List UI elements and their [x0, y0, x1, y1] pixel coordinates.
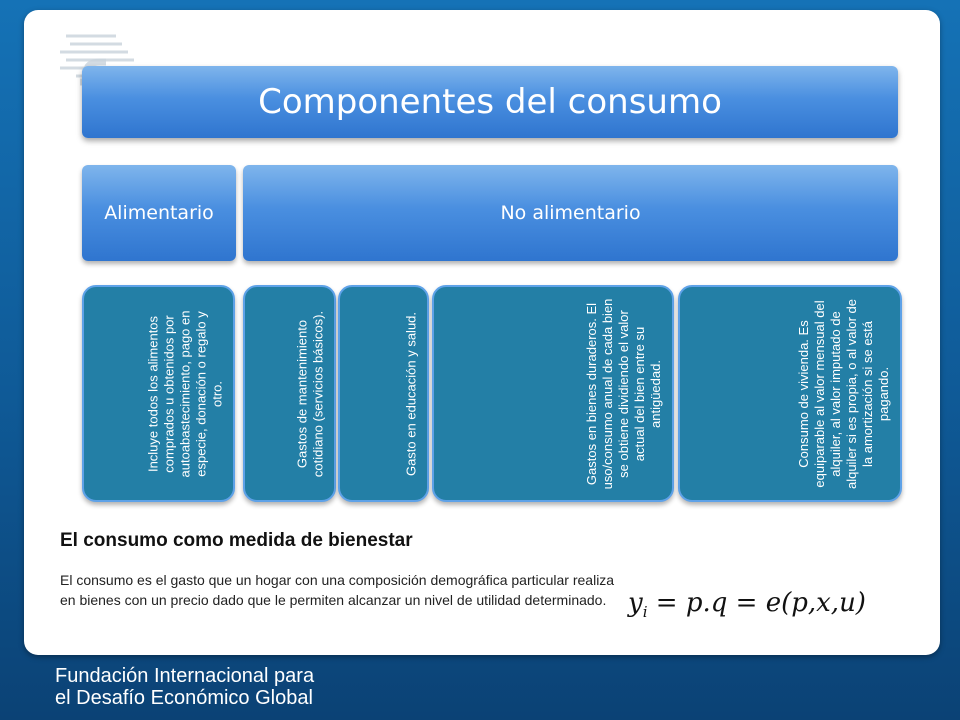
component-box-mantenimiento [243, 285, 336, 502]
footer-line-2: el Desafío Económico Global [55, 687, 313, 709]
component-text: Gastos en bienes duraderos. El uso/consumo anual de cada bien se obtiene dividiendo el valor actual del bien entre su antigüedad. [584, 298, 663, 489]
page-title: Componentes del consumo [82, 66, 898, 138]
component-box-alimentos [82, 285, 235, 502]
formula-rhs: = p.q = e(p,x,u) [647, 588, 866, 618]
component-text: Incluye todos los alimentos comprados u obtenidos por autoabastecimiento, pago en especie, donación o regalo y otro. [145, 310, 224, 477]
component-box-bienes-duraderos [432, 285, 674, 502]
component-text: Gasto en educación y salud. [403, 311, 418, 476]
component-box-educacion-salud [338, 285, 429, 502]
component-box-vivienda [678, 285, 902, 502]
formula-lhs: y [628, 588, 643, 618]
category-alimentario: Alimentario [82, 165, 236, 261]
footer-line-1: Fundación Internacional para [55, 665, 315, 687]
footer-organization [55, 665, 314, 709]
category-no-alimentario: No alimentario [243, 165, 898, 261]
formula-subscript: i [642, 603, 648, 622]
section-heading: El consumo como medida de bienestar [60, 530, 413, 551]
section-paragraph: El consumo es el gasto que un hogar con una composición demográfica particular realiza en bienes con un precio dado que le permiten alcanzar un nivel de utilidad determinado. [60, 572, 615, 608]
component-text: Gastos de mantenimiento cotidiano (servicios básicos). [294, 310, 325, 477]
component-text: Consumo de vivienda. Es equiparable al valor mensual del alquiler, al valor imputado de alquiler si es propia, o al valor de la amortización si se está pagando. [796, 298, 891, 489]
consumption-formula [628, 577, 903, 629]
